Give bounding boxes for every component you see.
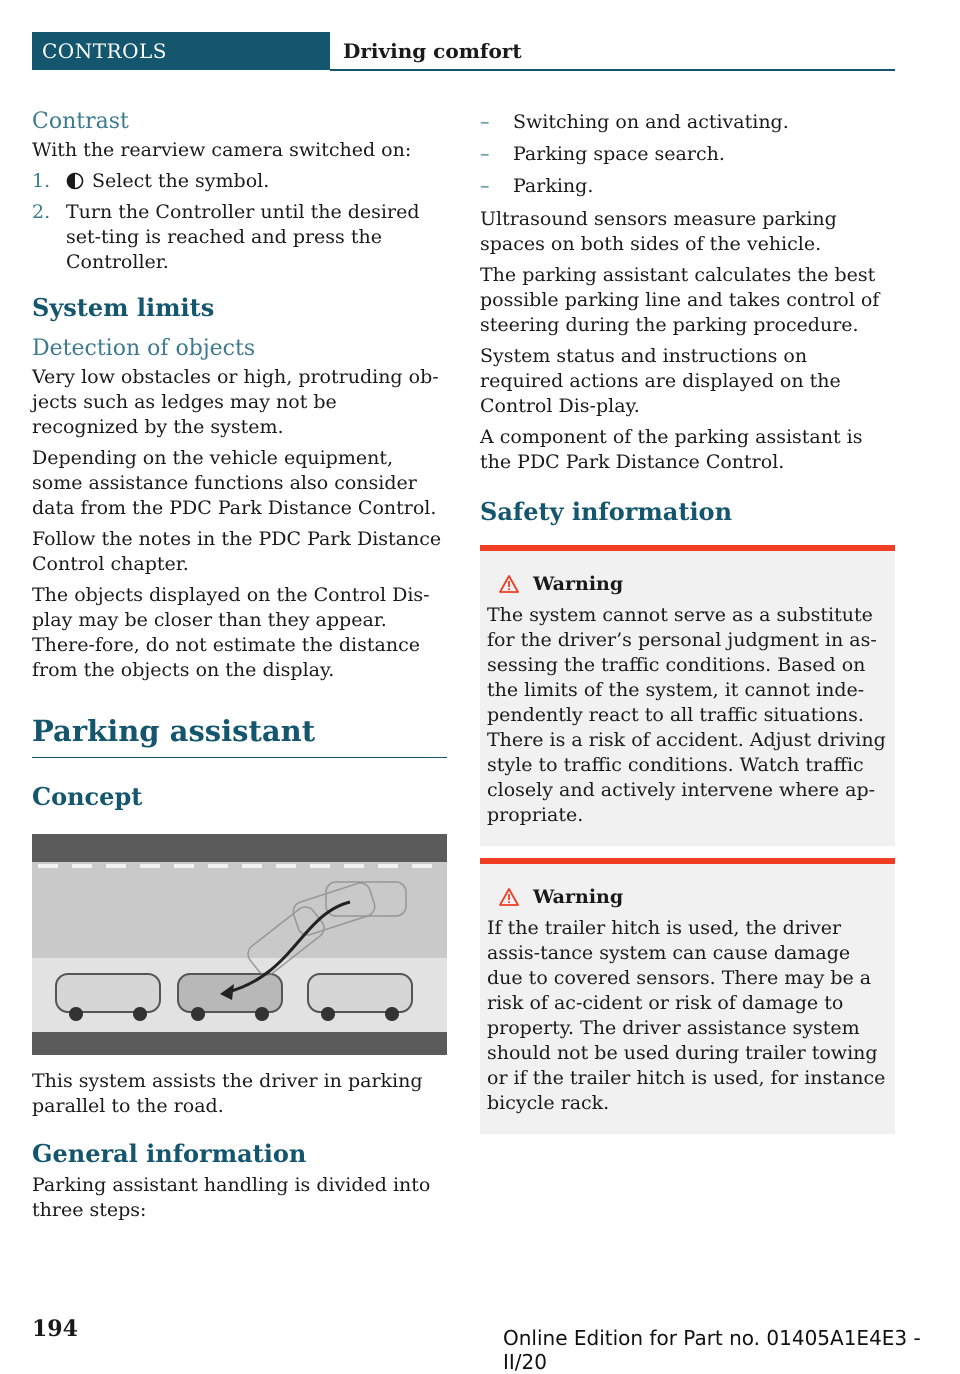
header-rule xyxy=(330,69,895,71)
body-paragraph: Ultrasound sensors measure parking spaces on both sides of the vehicle. xyxy=(480,208,837,255)
step-number: 2. xyxy=(32,201,51,223)
dash-bullet: – xyxy=(480,143,490,165)
system-limits-heading: System limits xyxy=(32,293,215,322)
general-info-text: Parking assistant handling is divided into three steps: xyxy=(32,1174,431,1221)
steps-bullet-list xyxy=(480,110,895,199)
contrast-intro: With the rearview camera switched on: xyxy=(32,139,412,161)
dash-bullet: – xyxy=(480,111,490,133)
warning-box xyxy=(480,858,895,1134)
bullet-text: Parking space search. xyxy=(513,143,725,165)
warning-title: Warning xyxy=(533,886,624,908)
edition-footer: Online Edition for Part no. 01405A1E4E3 - II/20 xyxy=(503,1326,921,1374)
detection-paragraph: Follow the notes in the PDC Park Distance Control chapter. xyxy=(32,528,442,575)
detection-paragraph: The objects displayed on the Control Dis‐play may be closer than they appear. There‐fore, do not estimate the distance from the objects on the display. xyxy=(32,584,430,681)
list-item xyxy=(32,200,447,275)
parking-assistant-heading: Parking assistant xyxy=(32,713,447,758)
general-info-heading: General information xyxy=(32,1139,307,1168)
left-column xyxy=(32,104,447,1229)
warning-text: The system cannot serve as a substitute for the driver’s personal judgment in as‐sessing the traffic conditions. Based on the limits of the system, it cannot inde‐pendently react to all traffic situations. There is a risk of accident. Adjust driving style to traffic conditions. Watch traffic closely and actively intervene where ap‐propriate. xyxy=(487,604,886,826)
section-label: CONTROLS xyxy=(32,32,330,70)
contrast-heading: Contrast xyxy=(32,109,129,134)
step-text: Turn the Controller until the desired set‐ting is reached and press the Controller. xyxy=(66,201,420,273)
contrast-symbol-icon xyxy=(66,172,84,190)
warning-triangle-icon xyxy=(499,888,519,906)
warning-header xyxy=(487,571,887,597)
body-paragraph: The parking assistant calculates the best possible parking line and takes control of steering during the parking procedure. xyxy=(480,264,880,336)
detection-paragraph: Very low obstacles or high, protruding ob‐jects such as ledges may not be recognized by the system. xyxy=(32,366,439,438)
body-paragraph: A component of the parking assistant is the PDC Park Distance Control. xyxy=(480,426,863,473)
chapter-title: Driving comfort xyxy=(343,39,522,63)
steps-list xyxy=(32,169,447,275)
warning-triangle-icon xyxy=(499,575,519,593)
warning-header xyxy=(487,884,887,910)
detection-heading: Detection of objects xyxy=(32,336,256,361)
right-column xyxy=(480,104,895,1144)
step-number: 1. xyxy=(32,170,51,192)
figure-caption: This system assists the driver in parking parallel to the road. xyxy=(32,1070,423,1117)
page-header xyxy=(32,32,895,70)
body-paragraph: System status and instructions on required actions are displayed on the Control Dis‐play. xyxy=(480,345,841,417)
warning-title: Warning xyxy=(533,573,624,595)
parking-illustration xyxy=(32,834,447,1055)
list-item xyxy=(480,110,895,135)
bullet-text: Parking. xyxy=(513,175,594,197)
list-item xyxy=(32,169,447,194)
list-item xyxy=(480,174,895,199)
list-item xyxy=(480,142,895,167)
detection-paragraph: Depending on the vehicle equipment, some assistance functions also consider data from the PDC Park Distance Control. xyxy=(32,447,437,519)
warning-box xyxy=(480,545,895,846)
safety-heading: Safety information xyxy=(480,497,733,526)
concept-heading: Concept xyxy=(32,782,143,811)
page-number: 194 xyxy=(32,1316,78,1342)
step-text: Select the symbol. xyxy=(92,170,270,192)
bullet-text: Switching on and activating. xyxy=(513,111,789,133)
warning-text: If the trailer hitch is used, the driver assis‐tance system can cause damage due to covered sensors. There may be a risk of ac‐cident or risk of damage to property. The driver assistance system should not be used during trailer towing or if the trailer hitch is used, for instance bicycle rack. xyxy=(487,917,886,1114)
dash-bullet: – xyxy=(480,175,490,197)
